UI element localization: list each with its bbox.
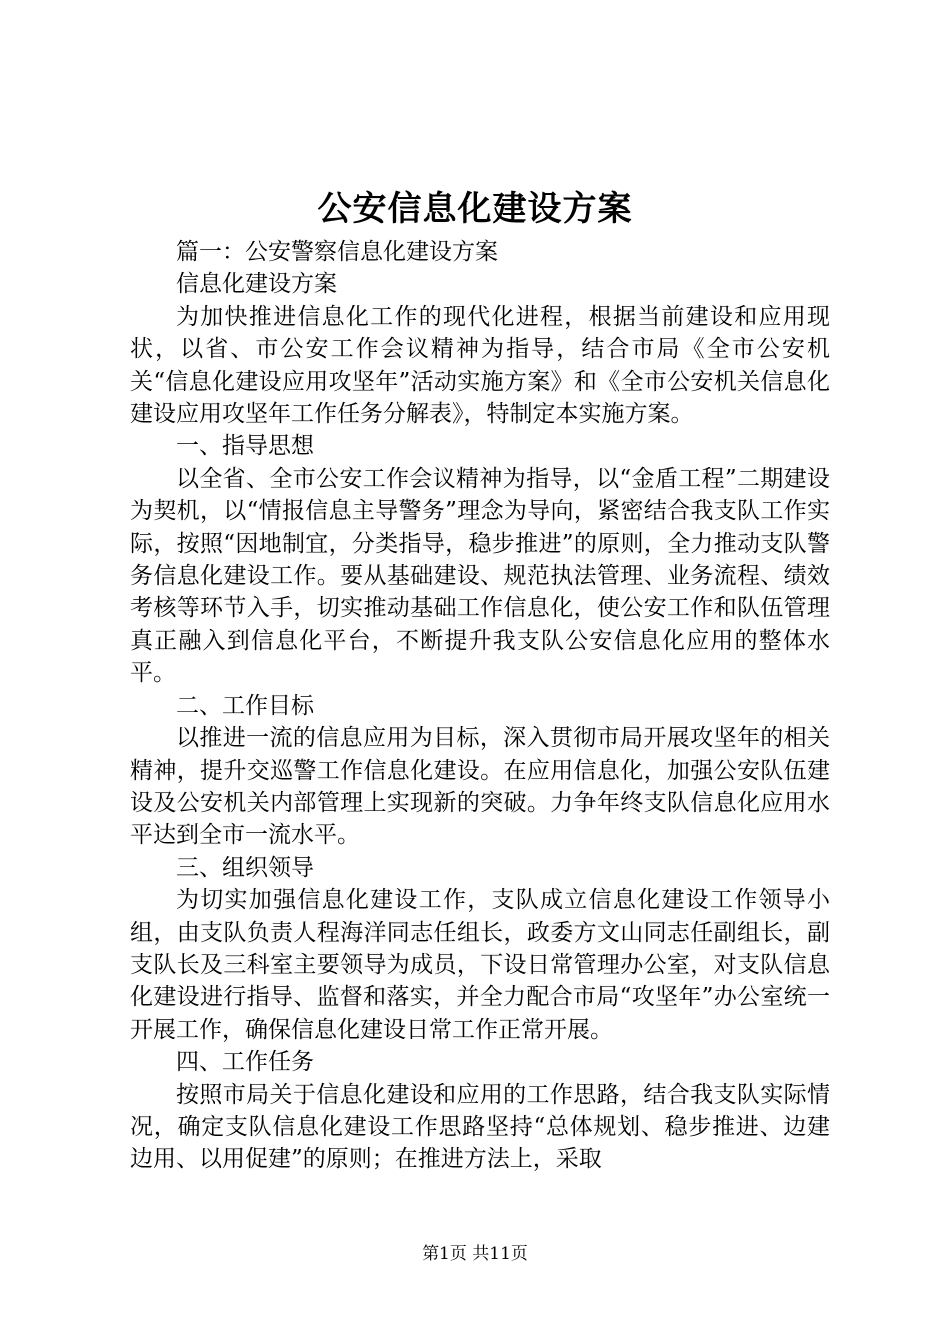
heading-organization: 三、组织领导	[176, 854, 314, 881]
paragraph-section-heading: 篇一：公安警察信息化建设方案	[176, 239, 498, 265]
page-footer: 第1页 共11页	[422, 1244, 528, 1264]
paragraph-subtitle: 信息化建设方案	[176, 271, 337, 298]
heading-guiding-ideology: 一、指导思想	[176, 433, 314, 460]
document-body	[130, 236, 830, 1176]
heading-work-tasks: 四、工作任务	[176, 1049, 314, 1076]
paragraph-intro: 为加快推进信息化工作的现代化进程，根据当前建设和应用现状，以省、市公安工作会议精神为指导，结合市局《全市公安机关“信息化建设应用攻坚年”活动实施方案》和《全市公安机关信息化建设应用攻坚年工作任务分解表》，特制定本实施方案。	[130, 303, 830, 428]
paragraph-work-goals: 以推进一流的信息应用为目标，深入贯彻市局开展攻坚年的相关精神，提升交巡警工作信息化建设。在应用信息化，加强公安队伍建设及公安机关内部管理上实现新的突破。力争年终支队信息化应用水平达到全市一流水平。	[130, 725, 830, 849]
paragraph-organization: 为切实加强信息化建设工作，支队成立信息化建设工作领导小组，由支队负责人程海洋同志任组长，政委方文山同志任副组长，副支队长及三科室主要领导为成员，下设日常管理办公室，对支队信息化建设进行指导、监督和落实，并全力配合市局“攻坚年”办公室统一开展工作，确保信息化建设日常工作正常开展。	[130, 887, 830, 1043]
document-title: 公安信息化建设方案	[317, 189, 633, 229]
paragraph-work-tasks: 按照市局关于信息化建设和应用的工作思路，结合我支队实际情况，确定支队信息化建设工作思路坚持“总体规划、稳步推进、边建边用、以用促建”的原则；在推进方法上，采取	[130, 1081, 830, 1173]
heading-work-goals: 二、工作目标	[176, 692, 314, 719]
paragraph-guiding-ideology: 以全省、全市公安工作会议精神为指导，以“金盾工程”二期建设为契机，以“情报信息主导警务”理念为导向，紧密结合我支队工作实际，按照“因地制宜，分类指导，稳步推进”的原则，全力推动支队警务信息化建设工作。要从基础建设、规范执法管理、业务流程、绩效考核等环节入手，切实推动基础工作信息化，使公安工作和队伍管理真正融入到信息化平台，不断提升我支队公安信息化应用的整体水平。	[130, 465, 830, 687]
